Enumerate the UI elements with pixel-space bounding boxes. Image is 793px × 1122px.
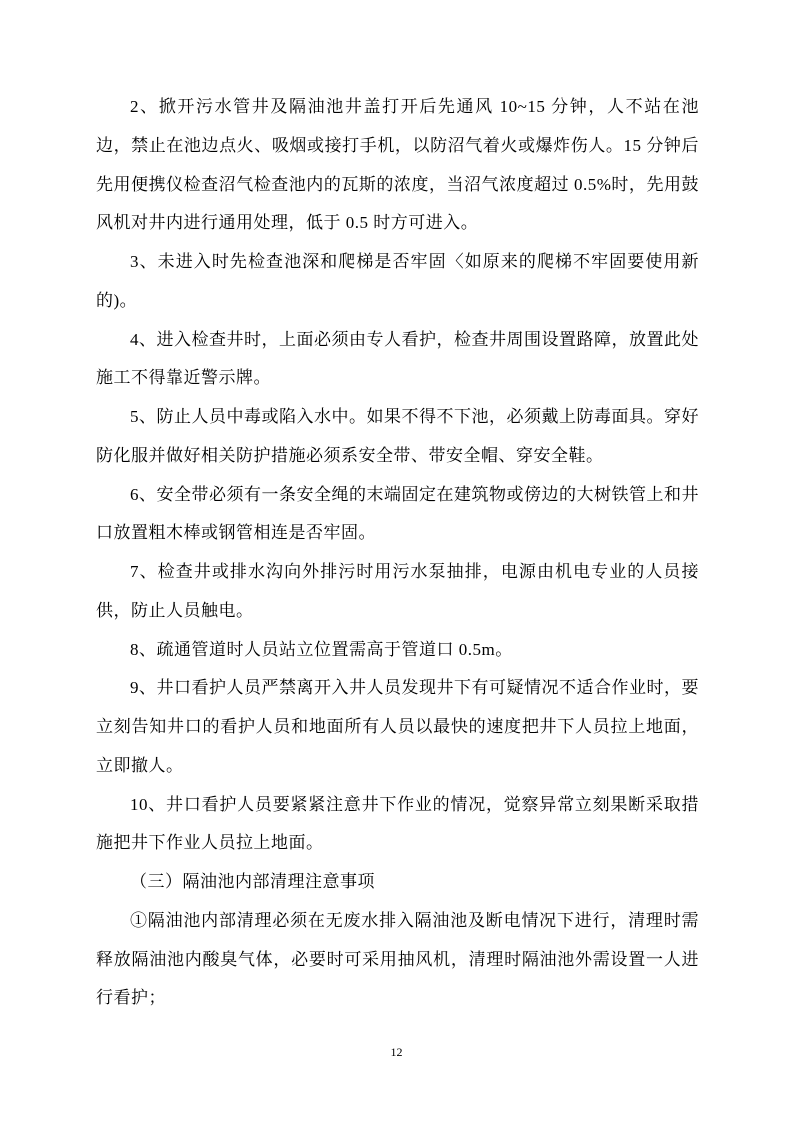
page-number: 12 [390,1045,403,1059]
paragraph-item-9: 9、井口看护人员严禁离开入井人员发现井下有可疑情况不适合作业时，要立刻告知井口的看护人员和地面所有人员以最快的速度把井下人员拉上地面，立即撤人。 [96,678,699,775]
paragraph-item-10: 10、井口看护人员要紧紧注意井下作业的情况，觉察异常立刻果断采取措施把井下作业人员拉上地面。 [96,794,699,853]
paragraph-item-8: 8、疏通管道时人员站立位置需高于管道口 0.5m。 [130,639,513,659]
paragraph-item-circle-1: ①隔油池内部清理必须在无废水排入隔油池及断电情况下进行，清理时需释放隔油池内酸臭气体，必要时可采用抽风机，清理时隔油池外需设置一人进行看护； [96,910,699,1008]
document-body [96,88,699,1018]
paragraph-item-3: 3、未进入时先检查池深和爬梯是否牢固〈如原来的爬梯不牢固要使用新的)。 [96,252,699,310]
paragraph-item-4: 4、进入检查井时，上面必须由专人看护，检查井周围设置路障，放置此处施工不得靠近警示牌。 [96,329,699,388]
paragraph-item-7: 7、检查井或排水沟向外排污时用污水泵抽排，电源由机电专业的人员接供，防止人员触电。 [96,562,699,620]
paragraph-item-2: 2、掀开污水管井及隔油池井盖打开后先通风 10~15 分钟，人不站在池边，禁止在池边点火、吸烟或接打手机，以防沼气着火或爆炸伤人。15 分钟后先用便携仪检查沼气检查池内的瓦斯的浓度，当沼气浓度超过 0.5%时，先用鼓风机对井内进行通用处理，低于 0.5 时方可进入。 [96,97,699,233]
section-heading-three: （三）隔油池内部清理注意事项 [130,872,375,891]
paragraph-item-5: 5、防止人员中毒或陷入水中。如果不得不下池，必须戴上防毒面具。穿好防化服并做好相关防护措施必须系安全带、带安全帽、穿安全鞋。 [96,407,699,465]
paragraph-item-6: 6、安全带必须有一条安全绳的末端固定在建筑物或傍边的大树铁管上和井口放置粗木棒或钢管相连是否牢固。 [96,484,699,543]
